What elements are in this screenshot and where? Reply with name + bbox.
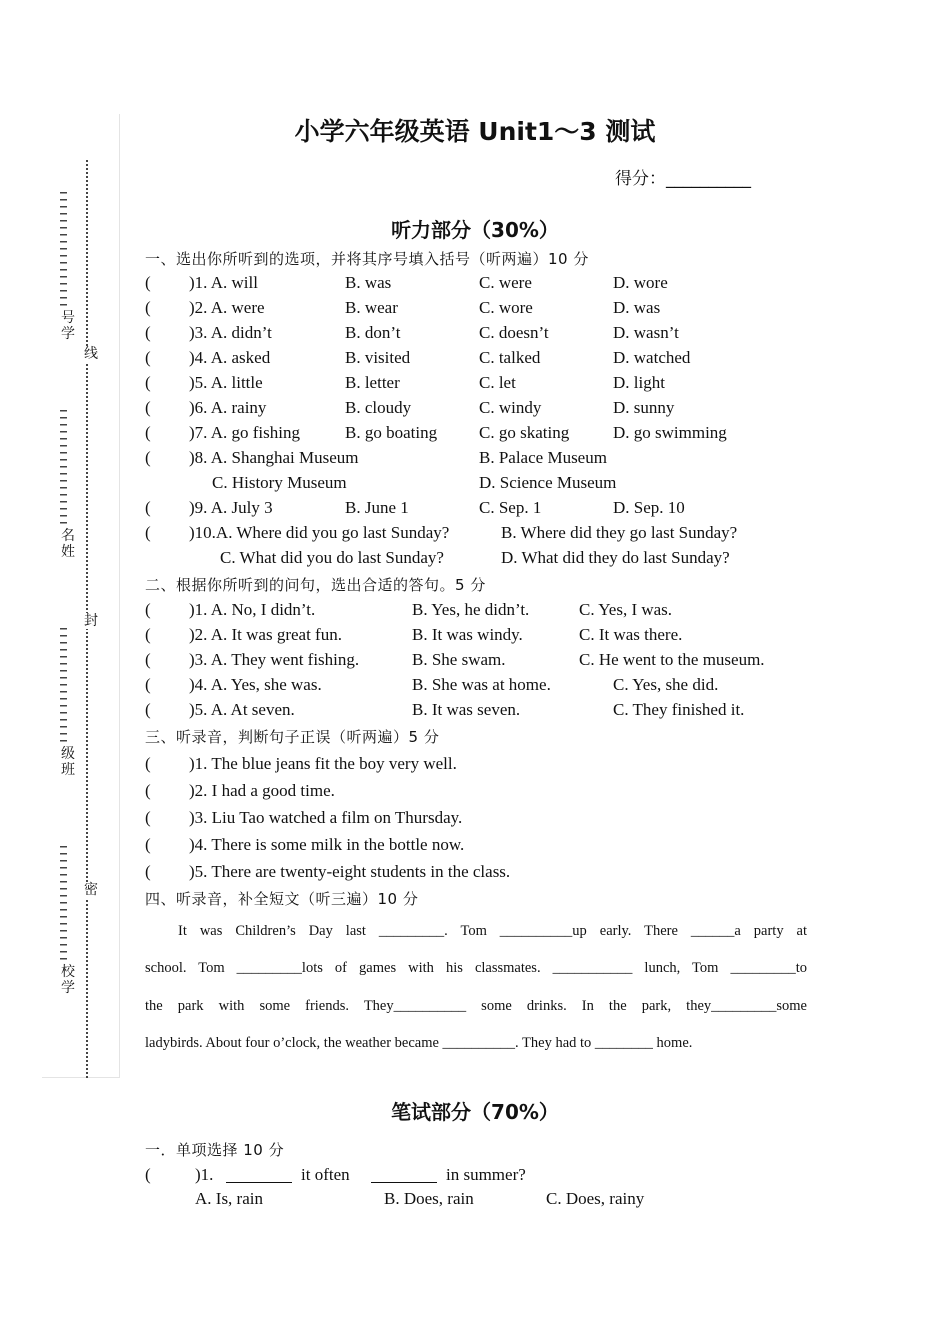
- statement-text: )1. The blue jeans fit the boy very well.: [189, 754, 457, 773]
- option-d: D. was: [613, 298, 661, 317]
- option-b: B. Where did they go last Sunday?: [501, 523, 738, 542]
- option-a: )4. A. Yes, she was.: [189, 675, 322, 694]
- margin-dash-line: [60, 410, 67, 528]
- answer-bracket[interactable]: (: [145, 373, 151, 392]
- statement-text: )4. There is some milk in the bottle now.: [189, 835, 465, 854]
- answer-bracket[interactable]: (: [145, 625, 151, 644]
- option-b: B. Yes, he didn’t.: [412, 600, 530, 619]
- option-b: B. visited: [345, 348, 411, 367]
- option-b: B. It was seven.: [412, 700, 521, 719]
- margin-dash-line: [60, 628, 67, 746]
- option-c: C. He went to the museum.: [579, 650, 765, 669]
- option-a: )2. A. It was great fun.: [189, 625, 342, 644]
- option-c: C. doesn’t: [479, 323, 549, 342]
- answer-blank[interactable]: [226, 1168, 292, 1183]
- option-a: )9. A. July 3: [189, 498, 273, 517]
- answer-bracket[interactable]: (: [145, 600, 151, 619]
- option-b: B. letter: [345, 373, 400, 392]
- option-a: A. Is, rain: [195, 1189, 263, 1208]
- option-b: B. It was windy.: [412, 625, 523, 644]
- seal-char-secret: 密: [84, 882, 98, 898]
- margin-dash-line: [60, 192, 67, 307]
- answer-blank[interactable]: [371, 1168, 437, 1183]
- option-c: C. wore: [479, 298, 533, 317]
- option-b: B. go boating: [345, 423, 438, 442]
- option-a: )5. A. little: [189, 373, 263, 392]
- answer-bracket[interactable]: (: [145, 523, 151, 542]
- answer-bracket[interactable]: (: [145, 835, 151, 854]
- option-b: B. don’t: [345, 323, 401, 342]
- option-b: B. Does, rain: [384, 1189, 474, 1208]
- option-a: )4. A. asked: [189, 348, 271, 367]
- margin-label-name: 名 姓: [61, 528, 75, 560]
- option-c: C. It was there.: [579, 625, 683, 644]
- passage-line: ladybirds. About four o’clock, the weather became __________. They had to ________ home.: [145, 1035, 693, 1051]
- option-c: C. talked: [479, 348, 541, 367]
- answer-bracket[interactable]: (: [145, 700, 151, 719]
- option-d: D. light: [613, 373, 665, 392]
- passage-line: It was Children’s Day last _________. Tom __________up early. There ______a party at: [178, 923, 807, 939]
- option-b: B. June 1: [345, 498, 409, 517]
- binding-margin-border: [119, 114, 120, 1078]
- option-b: B. wear: [345, 298, 398, 317]
- answer-bracket[interactable]: (: [145, 1165, 151, 1184]
- option-a: )1. A. will: [189, 273, 258, 292]
- option-a: )6. A. rainy: [189, 398, 267, 417]
- seal-char-seal: 封: [84, 613, 98, 629]
- part1-title: 一、选出你所听到的选项，并将其序号填入括号（听两遍）10 分: [145, 250, 589, 268]
- answer-bracket[interactable]: (: [145, 498, 151, 517]
- passage-line: school. Tom _________lots of games with his classmates. ___________ lunch, Tom _________to: [145, 960, 807, 976]
- answer-bracket[interactable]: (: [145, 423, 151, 442]
- option-c: C. were: [479, 273, 532, 292]
- part4-title: 四、听录音，补全短文（听三遍）10 分: [145, 890, 419, 908]
- option-d: D. sunny: [613, 398, 675, 417]
- answer-bracket[interactable]: (: [145, 650, 151, 669]
- option-d: D. What did they do last Sunday?: [501, 548, 730, 567]
- option-a: )2. A. were: [189, 298, 265, 317]
- option-d: D. Sep. 10: [613, 498, 685, 517]
- option-c: C. go skating: [479, 423, 570, 442]
- answer-bracket[interactable]: (: [145, 398, 151, 417]
- written-heading: 笔试部分（70%）: [391, 1100, 559, 1124]
- option-a: )3. A. didn’t: [189, 323, 272, 342]
- score-field: 得分：__________: [615, 169, 751, 189]
- option-c: C. History Museum: [212, 473, 347, 492]
- option-b: B. Palace Museum: [479, 448, 607, 467]
- option-a: )5. A. At seven.: [189, 700, 295, 719]
- binding-margin-bottom: [42, 1077, 119, 1078]
- answer-bracket[interactable]: (: [145, 808, 151, 827]
- option-c: C. Sep. 1: [479, 498, 542, 517]
- part2-title: 二、根据你所听到的问句，选出合适的答句。5 分: [145, 576, 486, 594]
- margin-label-student-number: 号 学: [61, 310, 75, 342]
- option-a: )7. A. go fishing: [189, 423, 300, 442]
- option-c: C. Yes, I was.: [579, 600, 673, 619]
- option-c: C. Does, rainy: [546, 1189, 645, 1208]
- answer-bracket[interactable]: (: [145, 448, 151, 467]
- option-d: D. watched: [613, 348, 691, 367]
- listening-heading: 听力部分（30%）: [391, 218, 559, 242]
- option-b: B. She swam.: [412, 650, 506, 669]
- option-b: B. cloudy: [345, 398, 412, 417]
- answer-bracket[interactable]: (: [145, 862, 151, 881]
- option-c: C. let: [479, 373, 516, 392]
- answer-bracket[interactable]: (: [145, 323, 151, 342]
- option-b: B. She was at home.: [412, 675, 551, 694]
- option-a: )10.A. Where did you go last Sunday?: [189, 523, 450, 542]
- option-c: C. Yes, she did.: [613, 675, 719, 694]
- answer-bracket[interactable]: (: [145, 298, 151, 317]
- seal-char-line: 线: [84, 346, 98, 362]
- option-c: C. What did you do last Sunday?: [220, 548, 444, 567]
- option-d: D. go swimming: [613, 423, 727, 442]
- statement-text: )5. There are twenty-eight students in the class.: [189, 862, 511, 881]
- option-b: B. was: [345, 273, 392, 292]
- option-a: )8. A. Shanghai Museum: [189, 448, 359, 467]
- option-a: )1. A. No, I didn’t.: [189, 600, 316, 619]
- option-d: D. wore: [613, 273, 668, 292]
- margin-dash-line: [60, 846, 67, 961]
- option-d: D. Science Museum: [479, 473, 617, 492]
- page-title: 小学六年级英语 Unit1～3 测试: [294, 117, 656, 146]
- part3-title: 三、听录音，判断句子正误（听两遍）5 分: [145, 728, 440, 746]
- passage-line: the park with some friends. They__________ some drinks. In the park, they_________some: [145, 998, 807, 1014]
- question-text: in summer?: [446, 1165, 526, 1184]
- option-c: C. They finished it.: [613, 700, 745, 719]
- answer-bracket[interactable]: (: [145, 675, 151, 694]
- written-part1-title: 一．单项选择 10 分: [145, 1141, 285, 1159]
- answer-bracket[interactable]: (: [145, 348, 151, 367]
- answer-bracket[interactable]: (: [145, 754, 151, 773]
- margin-label-school: 校 学: [61, 964, 75, 996]
- question-text: it often: [301, 1165, 350, 1184]
- statement-text: )3. Liu Tao watched a film on Thursday.: [189, 808, 463, 827]
- option-c: C. windy: [479, 398, 542, 417]
- option-a: )3. A. They went fishing.: [189, 650, 360, 669]
- answer-bracket[interactable]: (: [145, 273, 151, 292]
- statement-text: )2. I had a good time.: [189, 781, 335, 800]
- answer-bracket[interactable]: (: [145, 781, 151, 800]
- margin-label-class: 级 班: [61, 746, 75, 778]
- option-d: D. wasn’t: [613, 323, 679, 342]
- question-number: )1.: [195, 1165, 214, 1184]
